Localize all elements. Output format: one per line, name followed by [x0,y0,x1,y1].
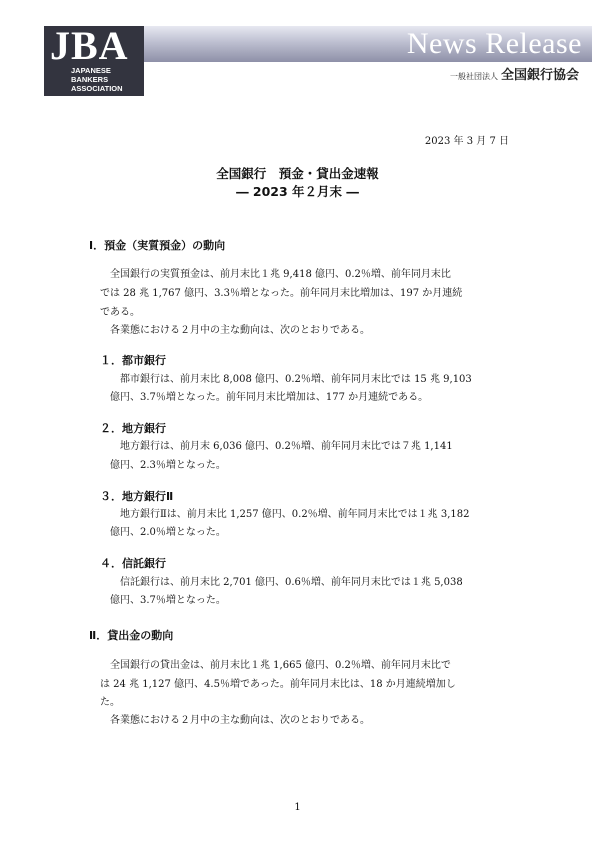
jba-logo [44,23,144,96]
paragraph-line: 地方銀行は、前月末 6,036 億円、0.2％増、前年同月末比では７兆 1,141 [120,441,453,452]
logo-subtitle [71,66,123,93]
paragraph-line: 全国銀行の実質預金は、前月末比１兆 9,418 億円、0.2％増、前年同月末比 [110,269,451,280]
logo-sub-line: BANKERS [71,75,109,84]
page-number: 1 [294,802,301,813]
paragraph-line: 全国銀行の貸出金は、前月末比１兆 1,665 億円、0.2％増、前年同月末比で [110,660,451,671]
subsection-heading: １．都市銀行 [100,354,166,367]
paragraph-line: 億円、2.3％増となった。 [110,460,226,471]
paragraph-line: である。 [100,307,140,318]
section-heading: Ⅰ．預金（実質預金）の動向 [89,239,226,252]
logo-sub-line: JAPANESE [71,66,111,75]
document-subtitle: ― 2023 年２月末 ― [236,184,359,199]
paragraph-line: は 24 兆 1,127 億円、4.5％増であった。前年同月末比は、18 か月連続増加し [100,679,456,690]
paragraph-line: 億円、3.7％増となった。 [110,595,226,606]
paragraph-line: 信託銀行は、前月末比 2,701 億円、0.6％増、前年同月末比では１兆 5,038 [120,577,463,588]
logo-sub-line: ASSOCIATION [71,84,123,93]
paragraph-line: 都市銀行は、前月末比 8,008 億円、0.2％増、前年同月末比では 15 兆 9,103 [120,374,472,385]
org-name: 全国銀行協会 [500,68,579,83]
document-title: 全国銀行 預金・貸出金速報 [216,166,379,181]
paragraph-line: た。 [100,697,120,708]
news-release-title: News Release [406,27,582,60]
section-heading: Ⅱ．貸出金の動向 [89,629,174,642]
paragraph-line: 億円、2.0％増となった。 [110,527,226,538]
subsection-heading: ３．地方銀行Ⅱ [100,490,174,503]
subsection-heading: ２．地方銀行 [100,422,166,435]
org-prefix: 一般社団法人 [449,72,498,81]
subsection-heading: ４．信託銀行 [100,557,166,570]
paragraph-line: 億円、3.7％増となった。前年同月末比増加は、177 か月連続である。 [110,392,429,403]
paragraph-line: 各業態における２月中の主な動向は、次のとおりである。 [110,715,370,726]
logo-mark: JBA [50,23,129,68]
release-date: 2023 年 3 月 7 日 [424,136,509,147]
organization-name [450,64,579,83]
paragraph-line: 地方銀行Ⅱは、前月末比 1,257 億円、0.2％増、前年同月末比では１兆 3,182 [120,509,470,520]
paragraph-line: では 28 兆 1,767 億円、3.3％増となった。前年同月末比増加は、197 か月連続 [100,288,463,299]
paragraph-line: 各業態における２月中の主な動向は、次のとおりである。 [110,325,370,336]
